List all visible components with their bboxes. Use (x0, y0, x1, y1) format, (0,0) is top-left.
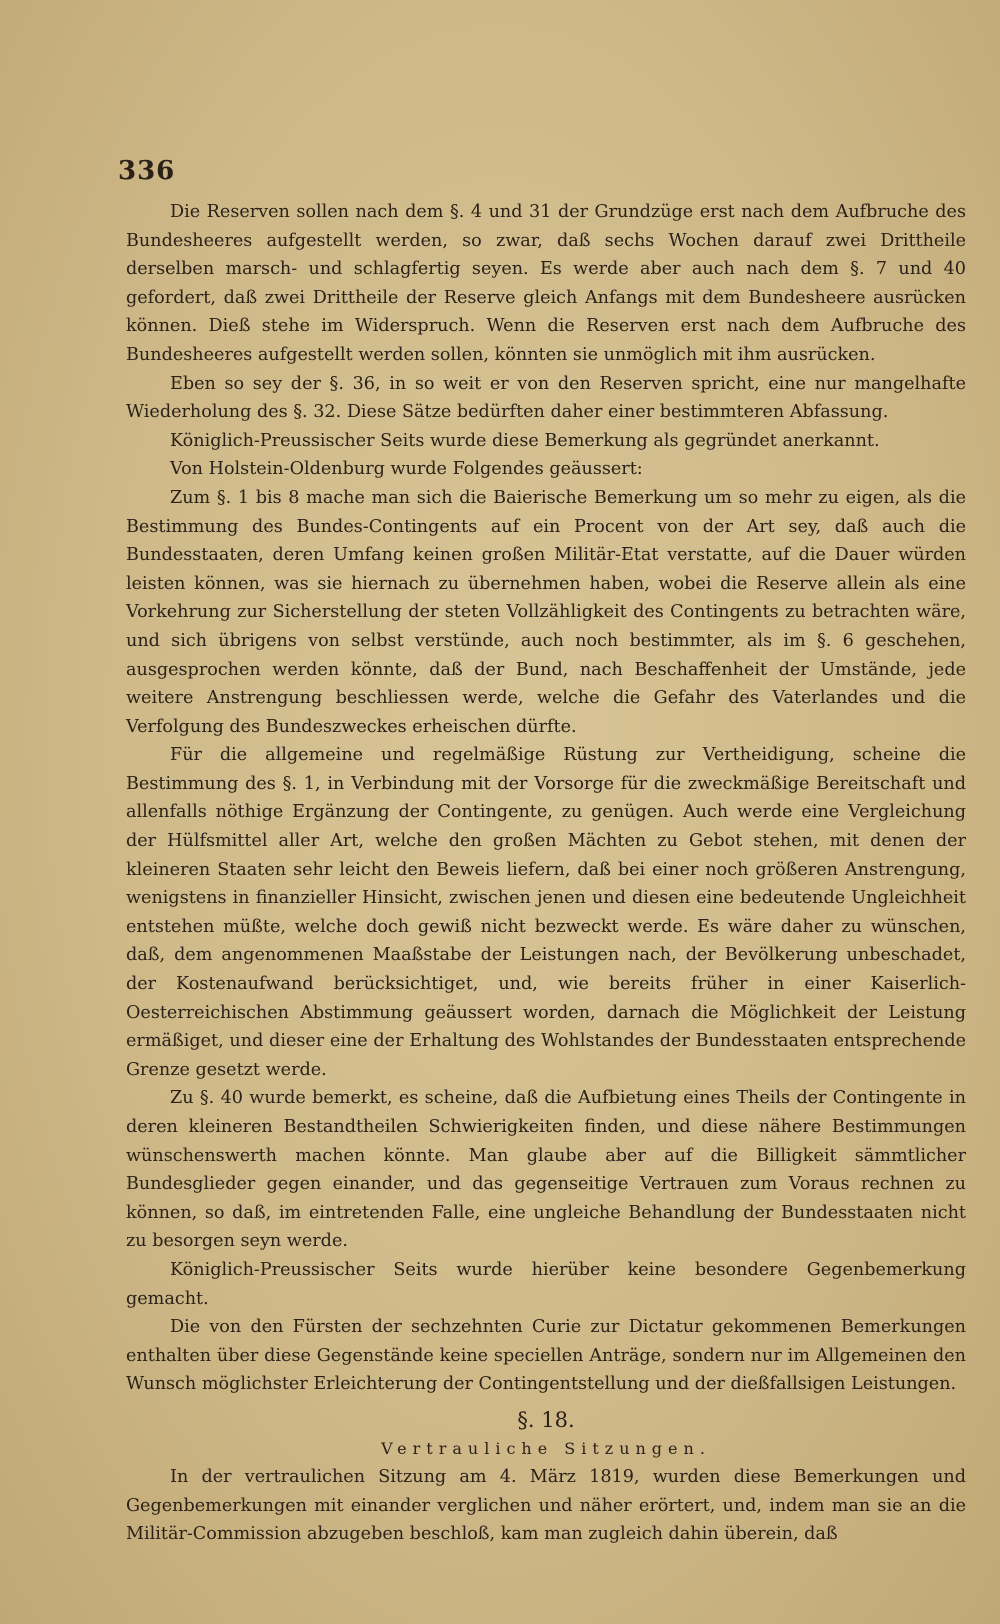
paragraph-holstein-intro: Von Holstein-Oldenburg wurde Folgendes geäussert: (170, 459, 643, 480)
page-number: 336 (118, 156, 176, 186)
section-subtitle: Vertrauliche Sitzungen. (381, 1438, 711, 1458)
paragraph-general-armament: Für die allgemeine und regelmäßige Rüstung zur Vertheidigung, scheine die Bestimmung des §. 1, in Verbindung mit der Vorsorge für die zweckmäßige Bereitschaft und allenfalls nöthige Ergänzung der Contingente, zu genügen. Auch werde eine Vergleichung der Hülfsmittel aller Art, welche den großen Mächten zu Gebot stehen, mit denen der kleineren Staaten sehr leicht den Beweis liefern, daß bei einer noch größeren Anstrengung, wenigstens in finanzieller Hinsicht, zwischen jenen und diesen eine bedeutende Ungleichheit entstehen müßte, welche doch gewiß nicht bezweckt werde. Es wäre daher zu wünschen, daß, dem angenommenen Maaßstabe der Leistungen nach, der Bevölkerung unbeschadet, der Kostenaufwand berücksichtiget, und, wie bereits früher in einer Kaiserlich-Oesterreichischen Abstimmung geäussert worden, darnach die Möglichkeit der Leistung ermäßiget, und dieser eine der Erhaltung des Wohlstandes der Bundesstaaten entsprechende Grenze gesetzt werde. (126, 745, 966, 1080)
paragraph-section-40: Zu §. 40 wurde bemerkt, es scheine, daß die Aufbietung eines Theils der Contingente in deren kleineren Bestandtheilen Schwierigkeiten finden, und diese nähere Bestimmungen wünschenswerth machen könnte. Man glaube aber auf die Billigkeit sämmtlicher Bundesglieder gegen einander, und das gegenseitige Vertrauen zum Voraus rechnen zu können, so daß, im eintretenden Falle, eine ungleiche Behandlung der Bundesstaaten nicht zu besorgen seyn werde. (126, 1088, 966, 1252)
paragraph-sixteenth-curia: Die von den Fürsten der sechzehnten Curie zur Dictatur gekommenen Bemerkungen enthalten über diese Gegenstände keine speciellen Anträge, sondern nur im Allgemeinen den Wunsch möglichster Erleichterung der Contingentstellung und der dießfallsigen Leistungen. (126, 1317, 966, 1395)
paragraph-confidential-session: In der vertraulichen Sitzung am 4. März 1819, wurden diese Bemerkungen und Gegenbemerkungen mit einander verglichen und näher erörtert, und, indem man sie an die Militär-Commission abzugeben beschloß, kam man zugleich dahin überein, daß (126, 1466, 966, 1545)
section-heading: §. 18. (517, 1407, 575, 1432)
paragraph-prussian-no-remark: Königlich-Preussischer Seits wurde hierüber keine besondere Gegenbemerkung gemacht. (126, 1259, 966, 1309)
paragraph-section-36: Eben so sey der §. 36, in so weit er von den Reserven spricht, eine nur mangelhafte Wiederholung des §. 32. Diese Sätze bedürften daher einer bestimmteren Abfassung. (126, 373, 966, 423)
paragraph-reserves: Die Reserven sollen nach dem §. 4 und 31 der Grundzüge erst nach dem Aufbruche des Bundesheeres aufgestellt werden, so zwar, daß sechs Wochen darauf zwei Drittheile derselben marsch- und schlagfertig seyen. Es werde aber auch nach dem §. 7 und 40 gefordert, daß zwei Drittheile der Reserve gleich Anfangs mit dem Bundesheere ausrücken können. Dieß stehe im Widerspruch. Wenn die Reserven erst nach dem Aufbruche des Bundesheeres aufgestellt werden sollen, könnten sie unmöglich mit ihm ausrücken. (126, 202, 966, 365)
paragraph-section-1-8: Zum §. 1 bis 8 mache man sich die Baierische Bemerkung um so mehr zu eigen, als die Bestimmung des Bundes-Contingents auf ein Procent von der Art sey, daß auch die Bundesstaaten, deren Umfang keinen großen Militär-Etat verstatte, auf die Dauer würden leisten können, was sie hiernach zu übernehmen haben, wobei die Reserve allein als eine Vorkehrung zur Sicherstellung der steten Vollzähligkeit des Contingents zu betrachten wäre, und sich übrigens von selbst verstünde, auch noch bestimmter, als im §. 6 geschehen, ausgesprochen werden könnte, daß der Bund, nach Beschaffenheit der Umstände, jede weitere Anstrengung beschliessen werde, welche die Gefahr des Vaterlandes und die Verfolgung des Bundeszweckes erheischen dürfte. (126, 487, 966, 737)
paragraph-prussian-response: Königlich-Preussischer Seits wurde diese Bemerkung als gegründet anerkannt. (170, 430, 880, 451)
body-text (126, 198, 966, 1549)
